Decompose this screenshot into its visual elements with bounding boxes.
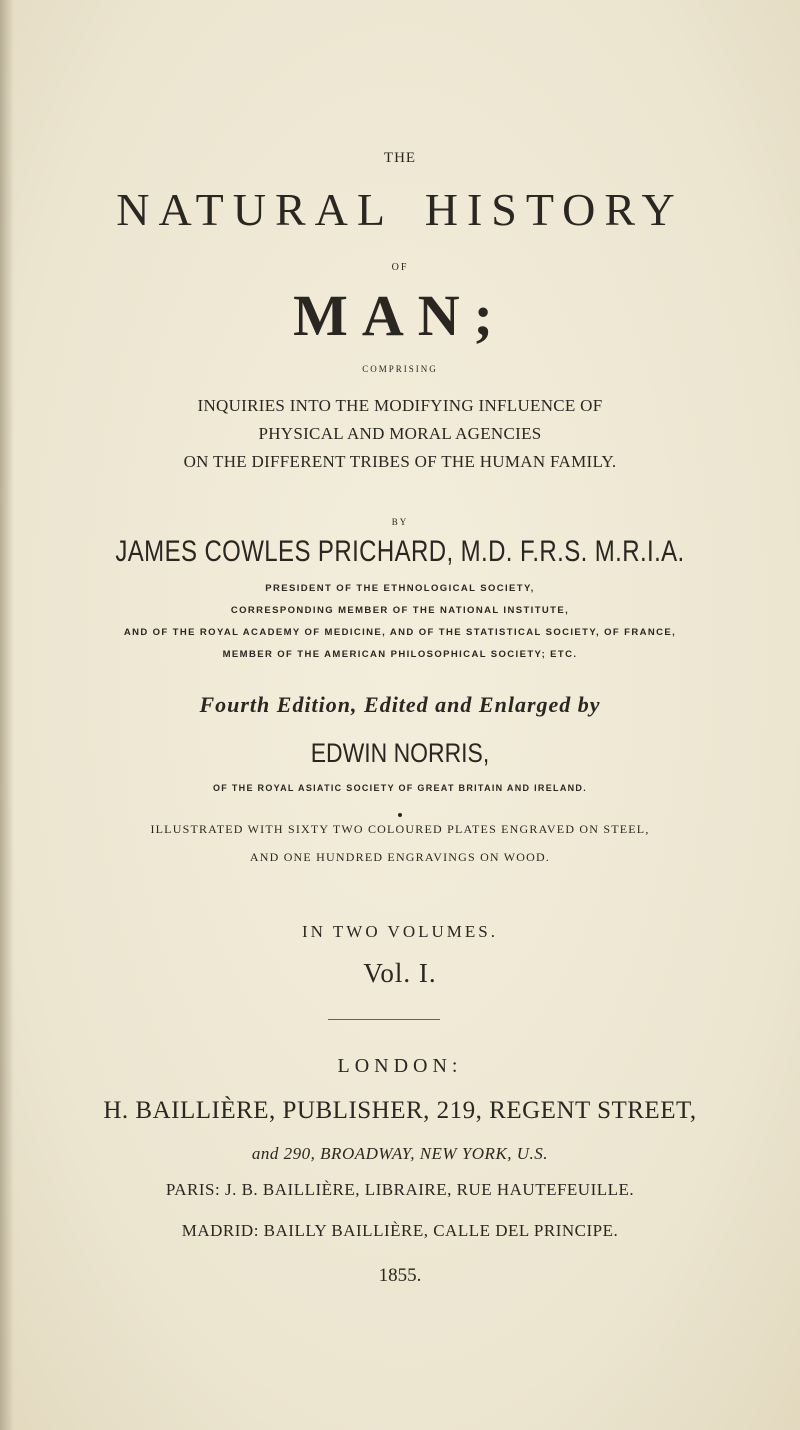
publisher-address-ny: and 290, BROADWAY, NEW YORK, U.S. bbox=[251, 1144, 549, 1163]
imprint-city: LONDON: bbox=[337, 1055, 463, 1077]
subtitle-line-1: INQUIRIES INTO THE MODIFYING INFLUENCE OF bbox=[197, 396, 603, 415]
by-word: BY bbox=[391, 517, 409, 527]
the-word: THE bbox=[383, 150, 417, 166]
subtitle-line-2: PHYSICAL AND MORAL AGENCIES bbox=[258, 424, 542, 443]
publisher-madrid: MADRID: BAILLY BAILLIÈRE, CALLE DEL PRINCIPE. bbox=[181, 1221, 619, 1240]
divider-rule bbox=[328, 1019, 440, 1020]
ornament-dot bbox=[398, 813, 402, 817]
editor-name: EDWIN NORRIS, bbox=[310, 738, 490, 768]
publisher-line: H. BAILLIÈRE, PUBLISHER, 219, REGENT STREET, bbox=[103, 1097, 697, 1124]
author-credential-4: MEMBER OF THE AMERICAN PHILOSOPHICAL SOCIETY; ETC. bbox=[222, 649, 578, 660]
author-name: JAMES COWLES PRICHARD, M.D. F.R.S. M.R.I.A. bbox=[115, 535, 685, 568]
author-credential-1: PRESIDENT OF THE ETHNOLOGICAL SOCIETY, bbox=[265, 583, 535, 594]
edition-statement: Fourth Edition, Edited and Enlarged by bbox=[199, 692, 601, 717]
volume-count: IN TWO VOLUMES. bbox=[302, 922, 498, 941]
publication-year: 1855. bbox=[378, 1265, 422, 1286]
editor-affiliation: OF THE ROYAL ASIATIC SOCIETY OF GREAT BRITAIN AND IRELAND. bbox=[212, 783, 588, 793]
author-credential-2: CORRESPONDING MEMBER OF THE NATIONAL INSTITUTE, bbox=[230, 605, 570, 616]
illustration-note-2: AND ONE HUNDRED ENGRAVINGS ON WOOD. bbox=[249, 850, 551, 864]
publisher-paris: PARIS: J. B. BAILLIÈRE, LIBRAIRE, RUE HAUTEFEUILLE. bbox=[165, 1180, 635, 1199]
book-subject: MAN; bbox=[293, 283, 507, 348]
comprising-word: COMPRISING bbox=[362, 364, 438, 374]
of-word: OF bbox=[391, 262, 409, 273]
author-credential-3: AND OF THE ROYAL ACADEMY OF MEDICINE, AND OF THE STATISTICAL SOCIETY, OF FRANCE, bbox=[123, 627, 677, 638]
subtitle-line-3: ON THE DIFFERENT TRIBES OF THE HUMAN FAMILY. bbox=[183, 452, 617, 471]
book-title: NATURAL HISTORY bbox=[116, 184, 684, 235]
volume-number: Vol. I. bbox=[363, 958, 437, 988]
illustration-note-1: ILLUSTRATED WITH SIXTY TWO COLOURED PLATES ENGRAVED ON STEEL, bbox=[150, 822, 650, 836]
